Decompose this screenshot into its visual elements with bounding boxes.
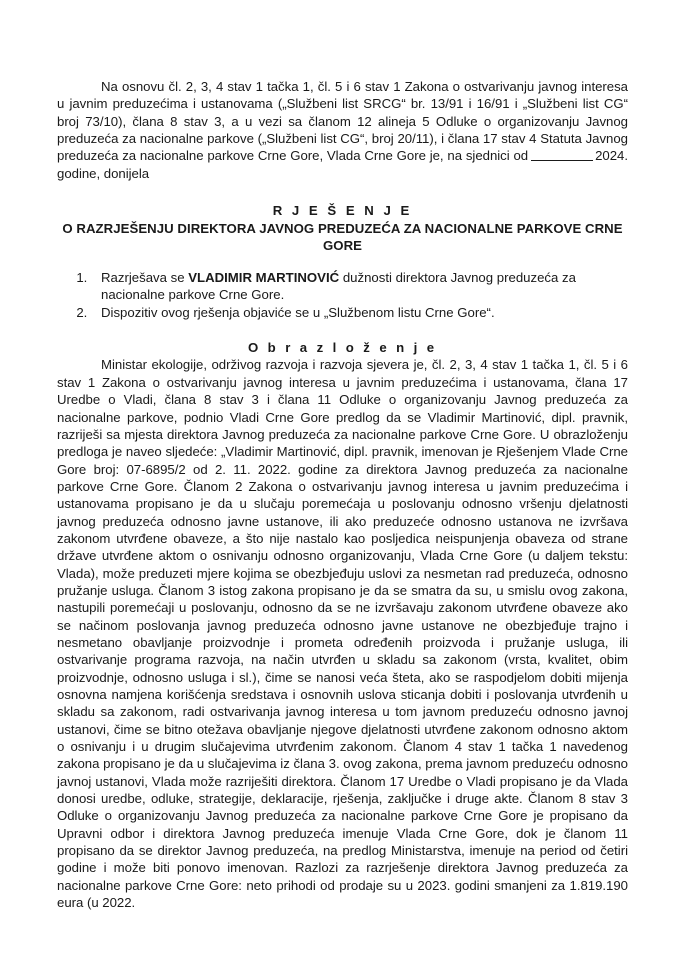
list-item [91, 304, 628, 321]
document-body [57, 78, 628, 911]
explanation-paragraph: Ministar ekologije, održivog razvoja i razvoja sjevera je, čl. 2, 3, 4 stav 1 tačka 1, čl. 5 i 6 stav 1 Zakona o ostvarivanju javnog interesa u javnim preduzećima i ustanovama, člana 17 Uredbe o Vladi, člana 8 stav 3 i člana 11 Odluke o organizovanju Javnog preduzeća za nacionalne parkove, podnio Vladi Crne Gore predlog da se Vladimir Martinović, dipl. pravnik, razriješi sa mjesta direktora Javnog preduzeća za nacionalne parkove Crne Gore. U obrazloženju predloga je naveo sljedeće: „Vladimir Martinović, dipl. pravnik, imenovan je Rješenjem Vlade Crne Gore broj: 07-6895/2 od 2. 11. 2022. godine za direktora Javnog preduzeća za nacionalne parkove Crne Gore. Članom 2 Zakona o ostvarivanju javnog interesa u javnim preduzećima i ustanovama propisano je da u slučaju poremećaja u poslovanju odnosno vršenju djelatnosti javnog preduzeća odnosno javne ustanove, ili ako preduzeće odnosno ustanova ne izvršava zakonom utvrđene obaveze, a što nije nastalo kao posljedica neispunjenja obaveza od strane države utvrđene aktom o osnivanju odnosno organizovanju, Vlada Crne Gore (u daljem tekstu: Vlada), može preduzeti mjere kojima se obezbjeđuju uslovi za nesmetan rad preduzeća, odnosno pružanje usluga. Članom 3 istog zakona propisano je da se smatra da su, u smislu ovog zakona, nastupili poremećaji u poslovanju, odnosno da se ne izvršavaju zakonom utvrđene obaveze ako se načinom poslovanja javnog preduzeća odnosno javne ustanove ne obezbjeđuje trajno i nesmetano obavljanje proizvodnje i prometa određenih proizvoda i pružanje usluga, ili ostvarivanje programa razvoja, na način utvrđen u skladu sa zakonom (vrsta, kvalitet, obim proizvodnje, odnosno usluga i sl.), čime se nanosi veća šteta, ako se raspodjelom dobiti mijenja osnovna namjena korišćenja sredstava i osnovnih uslova sticanja dobiti i poslovanja utvrđenih u skladu sa zakonom, radi ostvarivanja javnog interesa u tom javnom preduzeću odnosno javnoj ustanovi, čime se bitno otežava obavljanje njegove djelatnosti utvrđene zakonom odnosno aktom o osnivanju i u drugim slučajevima utvrđenim zakonom. Članom 4 stav 1 tačka 1 navedenog zakona propisano je da u slučajevima iz člana 3. ovog zakona, prema javnom preduzeću odnosno javnoj ustanovi, Vlada može razriješiti direktora. Članom 17 Uredbe o Vladi propisano je da Vlada donosi uredbe, odluke, strategije, deklaracije, rješenja, zaključke i druge akte. Članom 8 stav 3 Odluke o organizovanju Javnog preduzeća za nacionalne parkove Crne Gore je propisano da Upravni odbor i direktora Javnog preduzeća imenuje Vlada Crne Gore, dok je članom 11 propisano da se direktor Javnog preduzeća, na predlog Ministarstva, imenuje na period od četiri godine i može biti ponovo imenovan. Razlozi za razrješenje direktora Javnog preduzeća za nacionalne parkove Crne Gore: neto prihodi od prodaje su u 2023. godini smanjeni za 1.819.190 eura (u 2022. [57, 357, 628, 911]
preamble-text-after-blank: 2024. godine, donijela [57, 148, 628, 181]
document-title-subtitle: O RAZRJEŠENJU DIREKTORA JAVNOG PREDUZEĆA ZA NACIONALNE PARKOVE CRNE GORE [62, 220, 623, 254]
disposition-item-1-name: VLADIMIR MARTINOVIĆ [188, 269, 340, 285]
disposition-item-2-text: Dispozitiv ovog rješenja objaviće se u „Službenom listu Crne Gore“. [101, 304, 495, 320]
list-item [91, 269, 628, 304]
disposition-item-1-prefix: Razrješava se [101, 269, 189, 285]
preamble-paragraph [57, 78, 628, 182]
explanation-heading: O b r a z l o ž e n j e [247, 339, 438, 355]
title-block [57, 202, 628, 255]
disposition-list [57, 269, 628, 321]
disposition-item-1-suffix: dužnosti direktora Javnog preduzeća za nacionalne parkove Crne Gore. [101, 269, 576, 303]
preamble-text-before-blank: Na osnovu čl. 2, 3, 4 stav 1 tačka 1, čl. 5 i 6 stav 1 Zakona o ostvarivanju javnog interesa u javnim preduzećima i ustanovama („Službeni list SRCG“ br. 13/91 i 16/91 i „Službeni list CG“ broj 73/10), člana 8 stav 3, a u vezi sa članom 12 alineja 5 Odluke o organizovanju Javnog preduzeća za nacionalne parkove („Službeni list CG“, broj 20/11), i člana 17 stav 4 Statuta Javnog preduzeća za nacionalne parkove Crne Gore, Vlada Crne Gore je, na sjednici od [57, 79, 628, 164]
date-blank-field[interactable] [531, 149, 593, 161]
document-title-main: R J E Š E N J E [272, 203, 413, 219]
